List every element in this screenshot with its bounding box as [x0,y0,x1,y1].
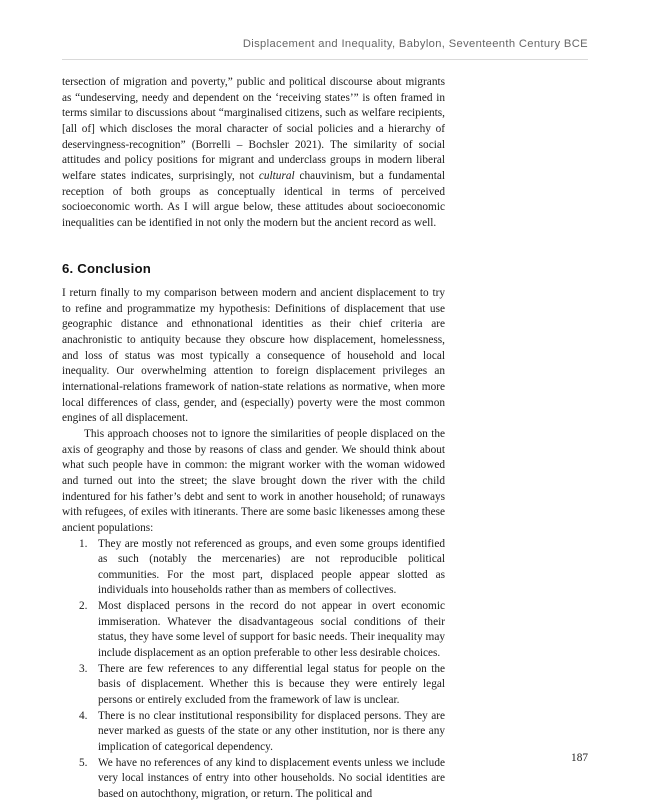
list-item-text: There are few references to any differential legal status for people on the basis of displacement. Whether this is because they were entirely legal persons or entirely excluded from the framework of law is unclear. [98,662,445,707]
list-item-number: 4. [79,709,88,722]
list-item [62,756,445,803]
intro-text-end: chauvinism, but a fundamental reception of both groups as conceptually identical in terms of perceived socioeconomic worth. As I will argue below, these attitudes about socioeconomic inequalities can be identified in not only the modern but the ancient record as well. [62,169,445,229]
likenesses-list [62,537,445,803]
list-item [62,537,445,600]
conclusion-paragraph-2: This approach chooses not to ignore the similarities of people displaced on the axis of geography and those by reasons of class and gender. We should think about what such people have in common: the migrant worker with the woman widowed and turned out into the street; the slave brought down the river with the child indentured for his father’s debt and sent to work in another household; of runaways with refugees, of exiles with itinerants. There are some basic likenesses among these ancient populations: [62,427,445,534]
list-item-text: There is no clear institutional responsibility for displaced persons. They are never marked as guests of the state or any other institution, nor is there any implication of categorical dependency. [98,709,445,754]
page-number: 187 [571,752,588,764]
list-item-text: Most displaced persons in the record do not appear in overt economic immiseration. Whatever the disadvantageous social conditions of their status, they have some level of support for basic needs. Their inequality may include displacement as an option preferable to other less desirable choices. [98,600,445,660]
list-item-number: 2. [79,600,88,613]
list-item-text: They are mostly not referenced as groups, and even some groups identified as such (notably the mercenaries) are not reproducible political communities. For the most part, displaced people appear slotted as individuals into households rather than as members of collectives. [98,537,445,597]
intro-italic-word: cultural [258,169,295,182]
intro-text-start: tersection of migration and poverty,” public and political discourse about migrants as “undeserving, needy and dependent on the ‘receiving states’” is often framed in terms similar to discussions about “marginalised citizens, such as welfare recipients, [all of] which discloses the moral character of social policies and a hierarchy of deservingness-recognition” (Borrelli – Bochsler 2021). The similarity of social attitudes and policy positions for migrant and underclass groups in modern liberal welfare states indicates, surprisingly, not [62,76,445,182]
intro-paragraph [62,75,445,232]
list-item-number: 3. [79,662,88,675]
conclusion-body [62,286,445,803]
list-item [62,662,445,709]
running-head: Displacement and Inequality, Babylon, Seventeenth Century BCE [242,38,588,50]
list-item-number: 5. [79,756,88,769]
intro-paragraph-text [62,75,445,232]
section-heading: 6. Conclusion [62,261,152,276]
list-item [62,599,445,662]
list-item-number: 1. [79,537,88,550]
list-item [62,709,445,756]
conclusion-paragraph-1: I return finally to my comparison between modern and ancient displacement to try to refine and programmatize my hypothesis: Definitions of displacement that use geographic distance and ethnonational identities as their chief criteria are anachronistic to antiquity because they obscure how displacement, homelessness, and loss of status was most typically a consequence of household and local inequality. Our overwhelming attention to foreign displacement privileges an international-relations framework of nation-state relations as normative, when more local differences of class, gender, and (especially) poverty were the most common engines of all displacement. [62,287,445,425]
header-rule [62,59,588,60]
list-item-text: We have no references of any kind to displacement events unless we include very local instances of entry into other households. No social identities are based on autochthony, migration, or return. The political and [98,756,445,800]
